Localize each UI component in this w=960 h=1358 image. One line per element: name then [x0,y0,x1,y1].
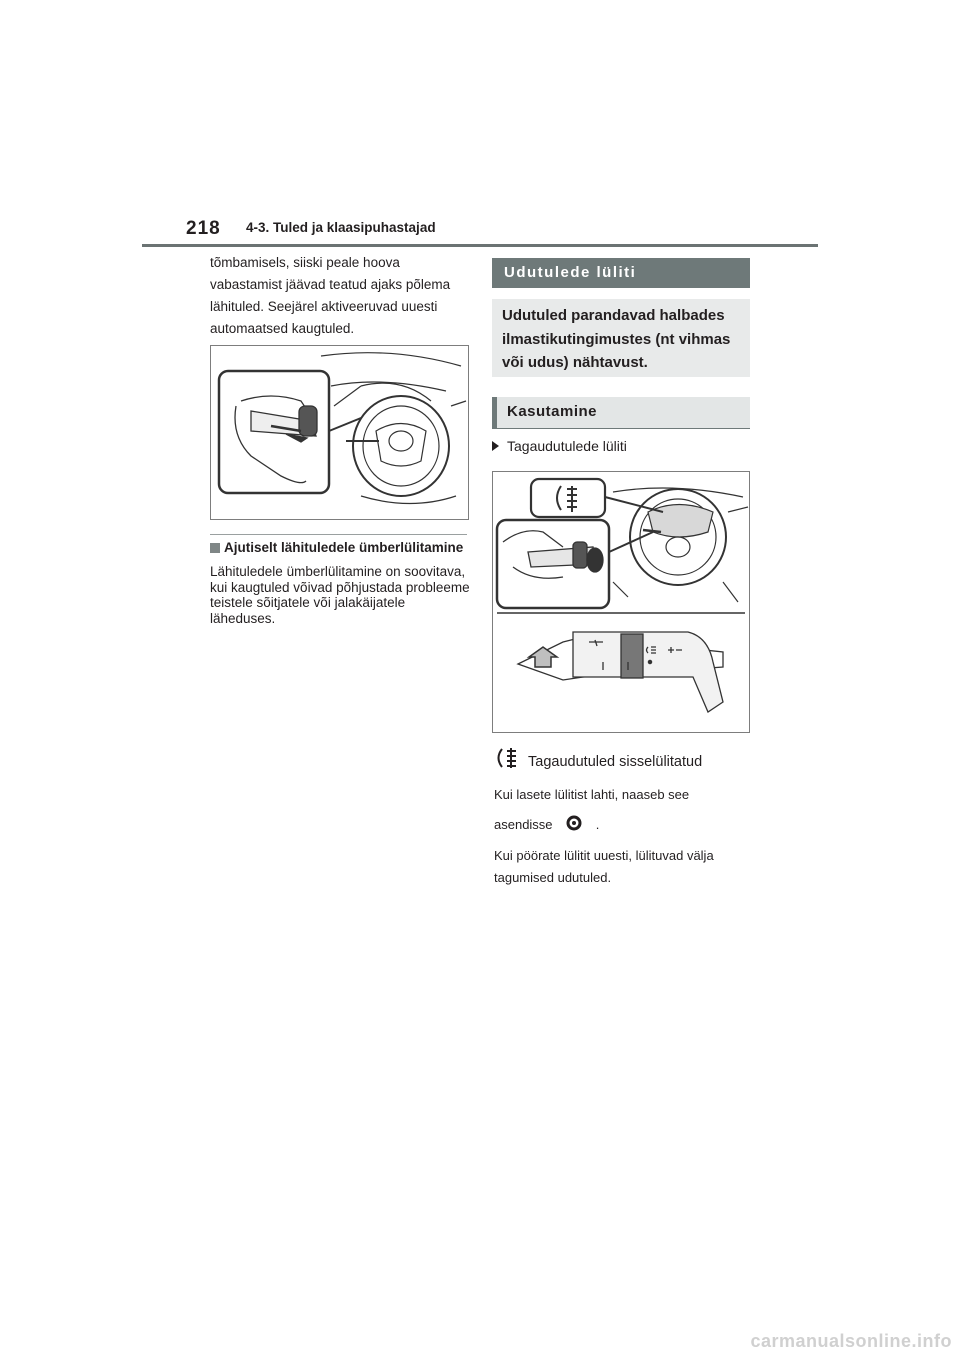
release-line-2-text: asendisse [494,817,553,832]
rear-fog-light-icon [494,747,518,777]
icon-caption-row [494,747,702,771]
section-band-fog-switch [492,258,750,288]
subsection [210,540,472,626]
off-position-icon [566,815,582,831]
header-rule [142,244,818,247]
summary-box [492,299,750,377]
fog-switch-drawing [493,472,749,732]
bullet-item [492,437,627,455]
square-bullet-icon [210,543,220,553]
intro-paragraph: tõmbamisels, siiski peale hoova vabastamist jäävad teatud ajaks põlema lähituled. Seejärel aktiveeruvad uuesti automaatsed kaugtuled. [210,255,451,336]
release-line-1: Kui lasete lülitist lahti, naaseb see [494,787,690,802]
release-line-2-end: . [595,817,600,832]
icon-caption-text: Tagaudutuled sisselülitatud [528,753,703,770]
bullet-item-label: Tagaudutulede lüliti [507,438,627,454]
summary-text: Udutuled parandavad halbades ilmastikutingimustes (nt vihmas või udus) nähtavust. [502,307,731,371]
release-line-2 [494,814,599,836]
usage-band [492,397,750,429]
lever-pull-drawing [211,346,468,519]
usage-title: Kasutamine [507,403,598,420]
left-divider [210,534,467,535]
turn-again-paragraph: Kui pöörate lülitit uuesti, lülituvad välja tagumised udutuled. [494,848,714,885]
subsection-heading: Ajutiselt lähituledele ümberlülitamine [210,540,472,556]
subsection-body: Lähituledele ümberlülitamine on soovitava, kui kaugtuled võivad põhjustada probleeme teistele sõitjatele või jalakäijatele läheduses. [210,564,470,626]
left-column [210,252,468,340]
illustration-lever-pull [210,345,469,520]
watermark: carmanualsonline.info [750,1331,952,1351]
triangle-bullet-icon [492,441,499,451]
illustration-fog-switch [492,471,750,733]
page-number: 218 [186,218,221,239]
section-title: 4-3. Tuled ja klaasipuhastajad [246,220,436,235]
section-band-title: Udutulede lüliti [504,264,637,281]
